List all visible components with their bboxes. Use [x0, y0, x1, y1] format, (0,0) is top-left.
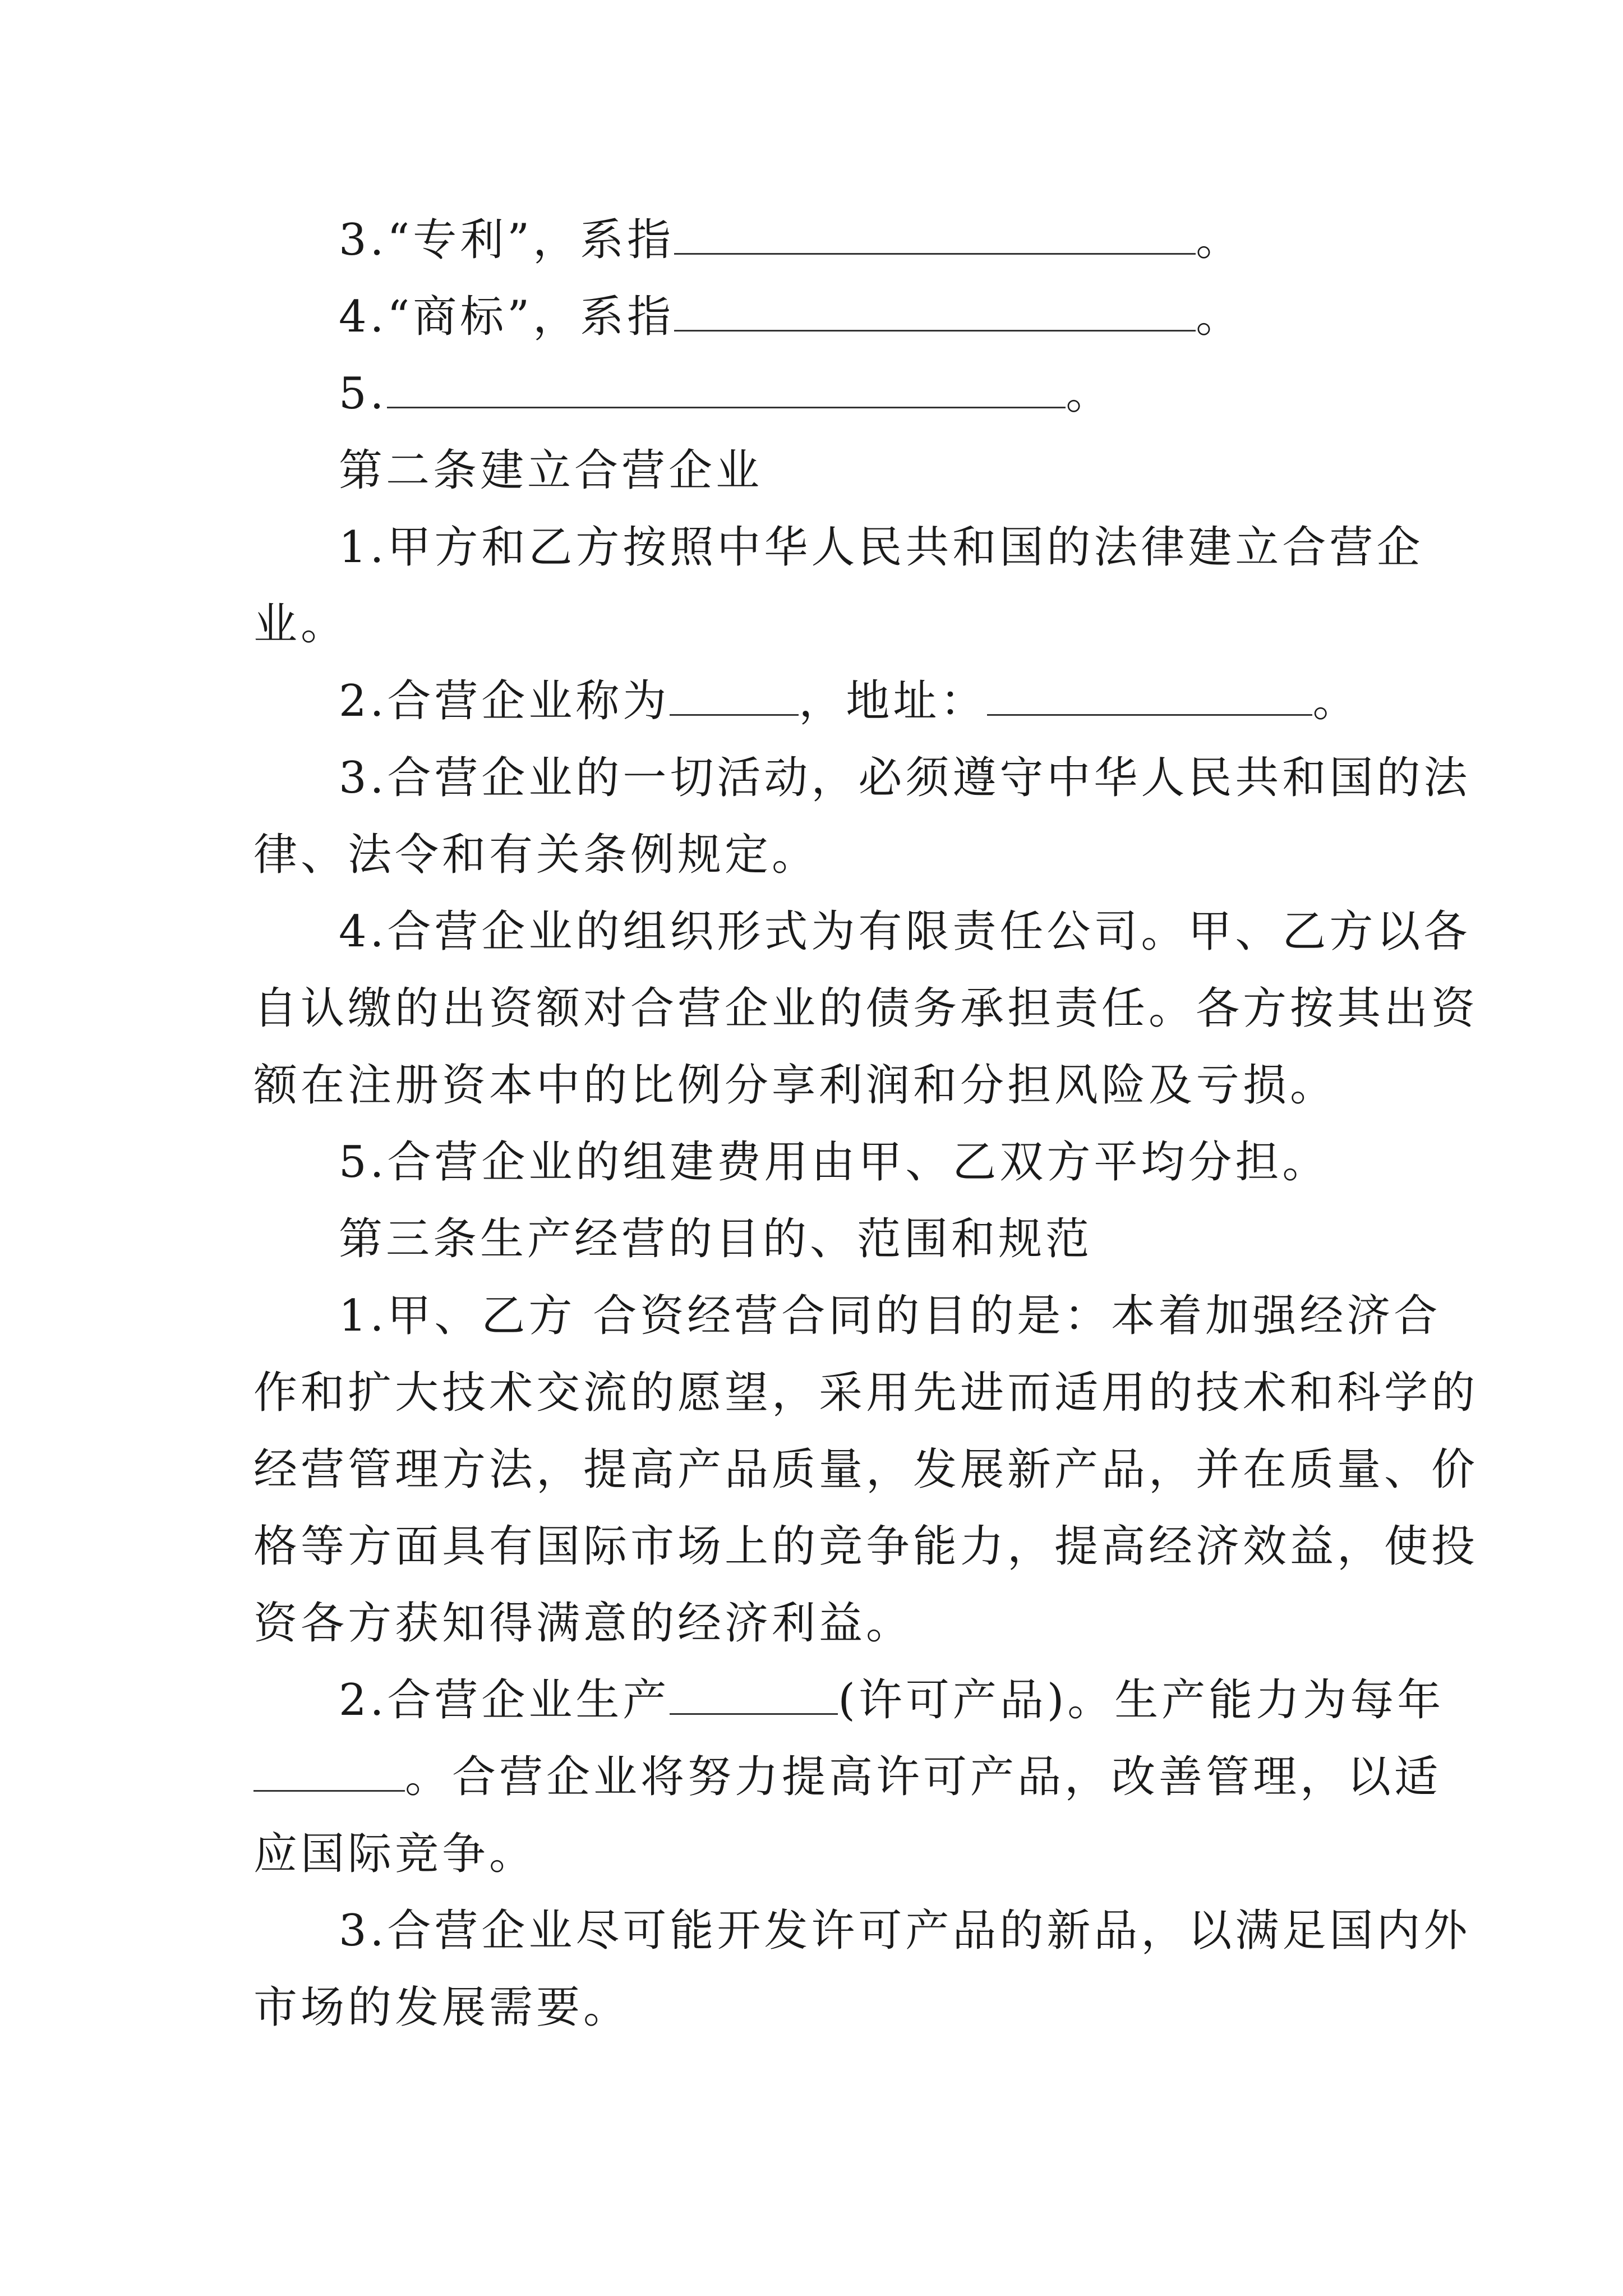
capacity-blank	[253, 1751, 405, 1792]
blank-field	[387, 367, 1066, 408]
paragraph-line: 3.合营企业的一切活动，必须遵守中华人民共和国的法	[339, 753, 1471, 803]
paragraph-line: 5.合营企业的组建费用由甲、乙双方平均分担。	[339, 1137, 1330, 1188]
paragraph-line: 自认缴的出资额对合营企业的债务承担责任。各方按其出资	[253, 983, 1479, 1034]
definition-trademark: 4.“商标”，系指 。	[339, 292, 1243, 342]
definition-patent: 3.“专利”，系指 。	[339, 215, 1243, 265]
contract-body	[253, 202, 1479, 2046]
paragraph-line: 市场的发展需要。	[253, 1982, 631, 2033]
paragraph-line: 业。	[253, 599, 348, 650]
paragraph-line: 应国际竞争。	[253, 1829, 537, 1879]
product-line: 2.合营企业生产 (许可产品)。生产能力为每年	[339, 1675, 1445, 1726]
paragraph-line: 格等方面具有国际市场上的竞争能力，提高经济效益，使投	[253, 1521, 1479, 1572]
company-name-address: 2.合营企业称为 ，地址： 。	[339, 676, 1360, 726]
paragraph-line: 经营管理方法，提高产品质量，发展新产品，并在质量、价	[253, 1444, 1479, 1495]
paragraph-line: 律、法令和有关条例规定。	[253, 830, 819, 880]
paragraph-line: 4.合营企业的组织形式为有限责任公司。甲、乙方以各	[339, 907, 1471, 957]
blank-field	[674, 214, 1196, 255]
definition-other: 5. 。	[339, 369, 1113, 419]
paragraph-line: 3.合营企业尽可能开发许可产品的新品，以满足国内外	[339, 1906, 1471, 1956]
blank-field	[674, 291, 1196, 332]
paragraph-line: 1.甲方和乙方按照中华人民共和国的法律建立合营企	[339, 522, 1424, 573]
article-heading: 第二条建立合营企业	[339, 445, 763, 496]
paragraph-line: 额在注册资本中的比例分享利润和分担风险及亏损。	[253, 1060, 1338, 1111]
paragraph-line: 资各方获知得满意的经济利益。	[253, 1598, 914, 1649]
company-name-blank	[670, 675, 799, 716]
paragraph-line: 1.甲、乙方 合资经营合同的目的是：本着加强经济合	[339, 1291, 1441, 1341]
address-blank	[987, 675, 1312, 716]
article-heading: 第三条生产经营的目的、范围和规范	[339, 1214, 1093, 1264]
capacity-line: 。合营企业将努力提高许可产品，改善管理，以适	[253, 1739, 1389, 1816]
paragraph-line: 作和扩大技术交流的愿望，采用先进而适用的技术和科学的	[253, 1368, 1479, 1418]
product-blank	[670, 1674, 838, 1715]
